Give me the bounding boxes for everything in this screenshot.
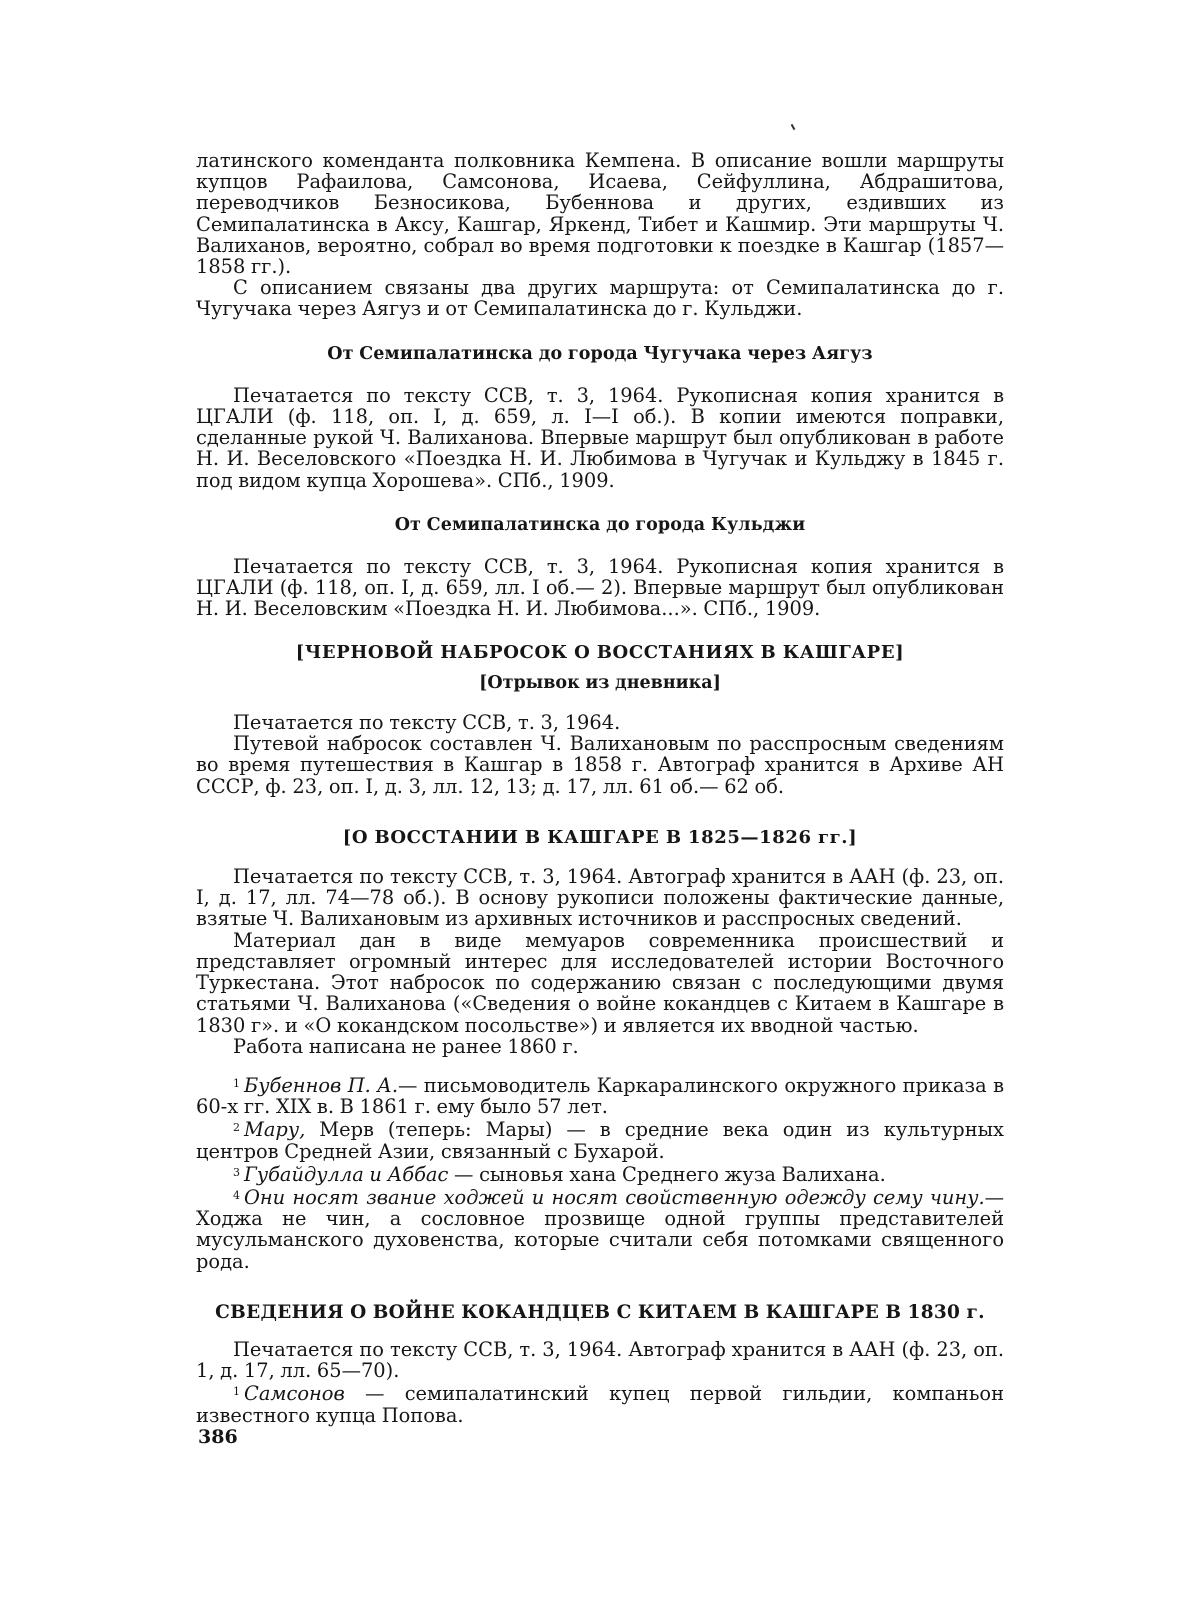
uprising-paragraph-1: Печатается по тексту ССВ, т. 3, 1964. Автограф хранится в ААН (ф. 23, оп. I, д. 17, лл. 74—78 об.). В основу рукописи положены фактические данные, взятые Ч. Валихановым из архивных источников и расспросных сведений. bbox=[196, 865, 1004, 931]
footnote-term: Губайдулла и Аббас bbox=[244, 1162, 449, 1186]
heading-uprising: [О ВОССТАНИИ В КАШГАРЕ В 1825—1826 гг.] bbox=[342, 826, 858, 848]
chuguchak-paragraph: Печатается по тексту ССВ, т. 3, 1964. Рукописная копия хранится в ЦГАЛИ (ф. 118, оп. I, д. 659, л. I—I об.). В копии имеются поправки, сделанные рукой Ч. Валиханова. Впервые маршрут был опубликован в работе Н. И. Веселовского «Поездка Н. И. Любимова в Чугучак и Кульджу в 1845 г. под видом купца Хорошева». СПб., 1909. bbox=[196, 383, 1004, 492]
footnote-number: 1 bbox=[233, 1076, 240, 1090]
footnote-term: Самсонов bbox=[244, 1382, 345, 1406]
heading-war: СВЕДЕНИЯ О ВОЙНЕ КОКАНДЦЕВ С КИТАЕМ В КАШГАРЕ В 1830 г. bbox=[215, 1301, 985, 1323]
heading-kuldja: От Семипалатинска до города Кульджи bbox=[394, 514, 806, 535]
print-speck bbox=[791, 124, 796, 130]
footnote-number: 1 bbox=[233, 1385, 240, 1399]
heading-chuguchak: От Семипалатинска до города Чугучака через Аягуз bbox=[327, 343, 873, 364]
footnote-text: — письмоводитель Каркаралинского окружного приказа в 60-х гг. XIX в. В 1861 г. ему было 57 лет. bbox=[196, 1073, 1004, 1119]
footnote-term: Бубеннов П. А. bbox=[244, 1073, 398, 1097]
footnote bbox=[196, 1185, 1004, 1272]
kuldja-paragraph: Печатается по тексту ССВ, т. 3, 1964. Рукописная копия хранится в ЦГАЛИ (ф. 118, оп. I, д. 659, лл. I об.— 2). Впервые маршрут был опубликован Н. И. Веселовским «Поездка Н. И. Любимова...». СПб., 1909. bbox=[196, 555, 1004, 621]
footnote-text: — сыновья хана Среднего жуза Валихана. bbox=[448, 1162, 886, 1186]
footnote-number: 2 bbox=[233, 1121, 240, 1135]
draft-paragraph-1: Печатается по тексту ССВ, т. 3, 1964. bbox=[233, 711, 621, 735]
footnote-term: Мару, bbox=[244, 1118, 306, 1142]
footnote-text: — Ходжа не чин, а сословное прозвище одной группы представителей мусульманского духовенства, которые считали себя потомками священного рода. bbox=[196, 1185, 1004, 1273]
footnote-number: 3 bbox=[233, 1165, 240, 1179]
heading-draft: [ЧЕРНОВОЙ НАБРОСОК О ВОССТАНИЯХ В КАШГАРЕ] bbox=[295, 641, 905, 663]
page-number: 386 bbox=[198, 1426, 238, 1448]
intro-paragraph-2: С описанием связаны два других маршрута: от Семипалатинска до г. Чугучака через Аягуз и от Семипалатинска до г. Кульджи. bbox=[196, 276, 1004, 321]
subheading-draft: [Отрывок из дневника] bbox=[479, 672, 721, 693]
uprising-paragraph-2: Материал дан в виде мемуаров современника происшествий и представляет огромный интерес для исследователей истории Восточного Туркестана. Этот набросок по содержанию связан с последующими двумя статьями Ч. Валиханова («Сведения о войне кокандцев с Китаем в Кашгаре в 1830 г». и «О кокандском посольстве») и является их вводной частью. bbox=[196, 928, 1004, 1037]
page-body bbox=[196, 150, 1004, 1426]
footnote-number: 4 bbox=[233, 1188, 240, 1202]
footnote bbox=[196, 1117, 1004, 1161]
footnote-term: Они носят звание ходжей и носят свойственную одежду сему чину. bbox=[244, 1185, 985, 1209]
uprising-paragraph-3: Работа написана не ранее 1860 г. bbox=[233, 1034, 579, 1058]
footnote bbox=[196, 1381, 1004, 1425]
uprising-footnotes bbox=[196, 1073, 1004, 1272]
footnote-text: Мерв (теперь: Мары) — в средние века один из культурных центров Средней Азии, связанный с Бухарой. bbox=[196, 1118, 1004, 1163]
intro-paragraph-1: латинского коменданта полковника Кемпена. В описание вошли маршруты купцов Рафаилова, Самсонова, Исаева, Сейфуллина, Абдрашитова, переводчиков Безносикова, Бубеннова и других, ездивших из Семипалатинска в Аксу, Кашгар, Яркенд, Тибет и Кашмир. Эти маршруты Ч. Валиханов, вероятно, собрал во время подготовки к поездке в Кашгар (1857—1858 гг.). bbox=[196, 149, 1004, 279]
footnote bbox=[196, 1073, 1004, 1117]
draft-paragraph-2: Путевой набросок составлен Ч. Валихановым по расспросным сведениям во время путешествия в Кашгар в 1858 г. Автограф хранится в Архиве АН СССР, ф. 23, оп. I, д. 3, лл. 12, 13; д. 17, лл. 61 об.— 62 об. bbox=[196, 732, 1004, 798]
footnote bbox=[196, 1162, 1004, 1185]
footnote-text: — семипалатинский купец первой гильдии, компаньон известного купца Попова. bbox=[196, 1382, 1004, 1427]
war-paragraph-1: Печатается по тексту ССВ, т. 3, 1964. Автограф хранится в ААН (ф. 23, оп. 1, д. 17, лл. 65—70). bbox=[196, 1337, 1004, 1383]
